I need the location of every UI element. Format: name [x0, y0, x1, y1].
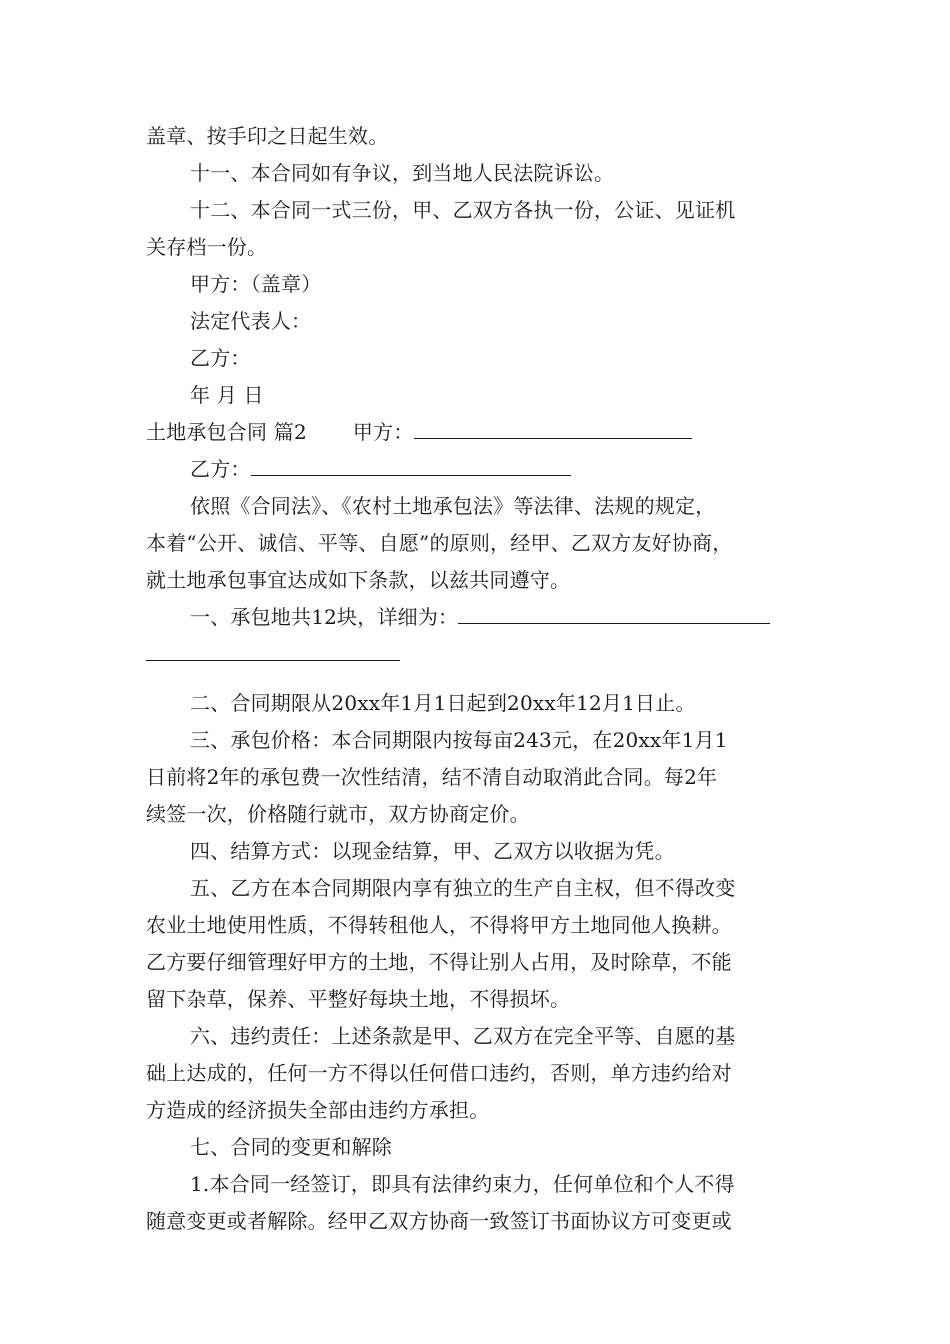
party-b-blank [251, 453, 571, 476]
clause-1-blank-2 [146, 638, 400, 661]
paragraph-line: 十二、本合同一式三份，甲、乙双方各执一份，公证、见证机 [190, 198, 736, 222]
date-line: 年 月 日 [190, 383, 264, 407]
section-heading-line [146, 414, 810, 451]
paragraph-line: 随意变更或者解除。经甲乙双方协商一致签订书面协议方可变更或 [146, 1209, 732, 1233]
clause-1-blank [458, 601, 770, 624]
clause-4: 四、结算方式：以现金结算，甲、乙双方以收据为凭。 [190, 839, 675, 863]
paragraph-line: 续签一次，价格随行就市，双方协商定价。 [146, 802, 530, 826]
clause-1-continuation [146, 636, 810, 673]
clause-1 [146, 599, 810, 636]
party-a-signature: 甲方：（盖章） [190, 272, 322, 296]
clause-1-text: 一、承包地共12块，详细为： [190, 605, 459, 629]
paragraph-line: 关存档一份。 [146, 235, 268, 259]
paragraph-line: 日前将2年的承包费一次性结清，结不清自动取消此合同。每2年 [146, 765, 718, 789]
paragraph-line: 盖章、按手印之日起生效。 [146, 124, 389, 148]
party-b-label: 乙方： [190, 457, 251, 481]
clause-5: 五、乙方在本合同期限内享有独立的生产自主权，但不得改变 [190, 876, 736, 900]
paragraph-line: 方造成的经济损失全部由违约方承担。 [146, 1098, 490, 1122]
paragraph-line: 十一、本合同如有争议，到当地人民法院诉讼。 [190, 161, 615, 185]
document-page [146, 118, 810, 1240]
paragraph-line: 农业土地使用性质，不得转租他人，不得将甲方土地同他人换耕。 [146, 913, 732, 937]
clause-7-1: 1.本合同一经签订，即具有法律约束力，任何单位和个人不得 [190, 1172, 735, 1196]
paragraph-line: 依照《合同法》、《农村土地承包法》等法律、法规的规定， [190, 494, 716, 518]
party-a-label: 甲方： [352, 420, 414, 444]
paragraph-line: 就土地承包事宜达成如下条款，以兹共同遵守。 [146, 568, 571, 592]
paragraph-line: 乙方要仔细管理好甲方的土地，不得让别人占用，及时除草，不能 [146, 950, 732, 974]
party-a-blank [414, 416, 692, 439]
clause-2: 二、合同期限从20xx年1月1日起到20xx年12月1日止。 [190, 691, 696, 715]
paragraph-line: 留下杂草，保养、平整好每块土地，不得损坏。 [146, 987, 571, 1011]
paragraph-line: 础上达成的，任何一方不得以任何借口违约，否则，单方违约给对 [146, 1061, 732, 1085]
clause-6: 六、违约责任：上述条款是甲、乙双方在完全平等、自愿的基 [190, 1024, 736, 1048]
party-b-line [146, 451, 810, 488]
clause-7: 七、合同的变更和解除 [190, 1135, 392, 1159]
party-b-signature: 乙方： [190, 346, 251, 370]
section-title: 土地承包合同 篇2 [146, 420, 307, 444]
legal-representative: 法定代表人： [190, 309, 312, 333]
paragraph-line: 本着“公开、诚信、平等、自愿”的原则，经甲、乙双方友好协商， [146, 531, 733, 555]
clause-3: 三、承包价格：本合同期限内按每亩243元，在20xx年1月1 [190, 728, 728, 752]
